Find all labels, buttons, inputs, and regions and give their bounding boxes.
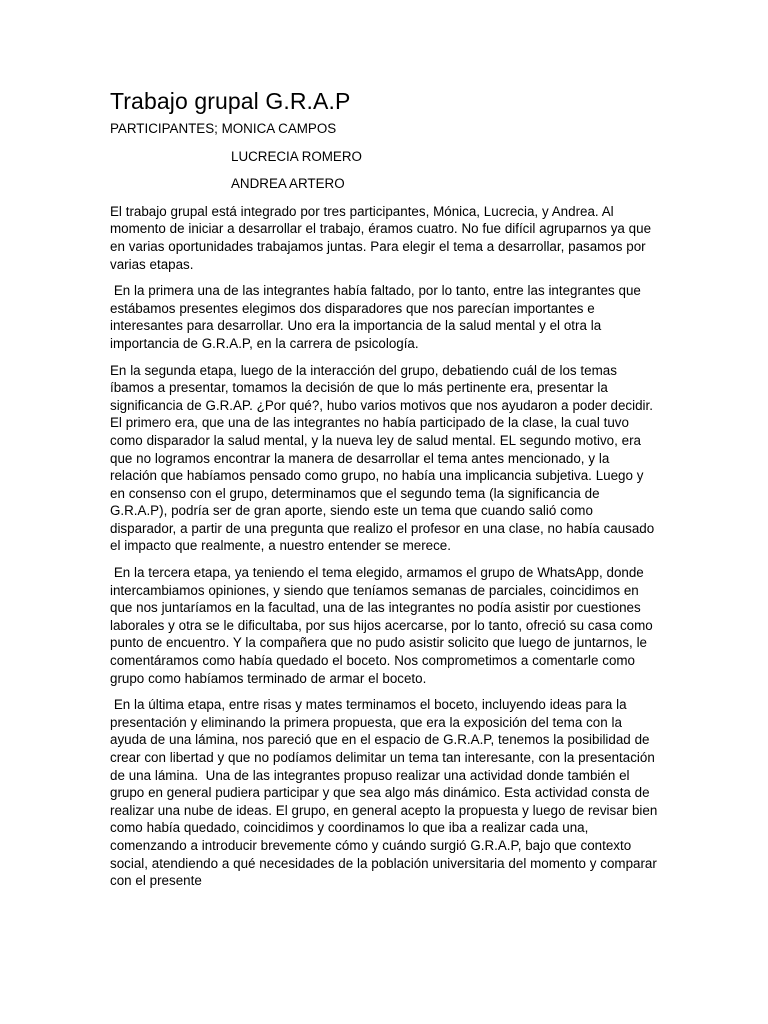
- participant-name: LUCRECIA ROMERO: [231, 148, 362, 164]
- paragraph-first-stage: En la primera una de las integrantes había faltado, por lo tanto, entre las integrantes que estábamos presentes elegimos dos disparadores que nos parecían importantes e interesantes para desarrollar. Uno era la importancia de la salud mental y el otra la importancia de G.R.A.P, en la carrera de psicología.: [110, 283, 645, 351]
- participants-block: [110, 120, 658, 193]
- participant-name: ANDREA ARTERO: [231, 176, 345, 192]
- document-title: Trabajo grupal G.R.A.P: [110, 88, 351, 114]
- paragraph-third-stage: En la tercera etapa, ya teniendo el tema elegido, armamos el grupo de WhatsApp, donde intercambiamos opiniones, y siendo que teníamos semanas de parciales, coincidimos en que nos juntaríamos en la facultad, una de las integrantes no podía asistir por cuestiones laborales y otra se le dificultaba, por sus hijos acercarse, por lo tanto, ofreció su casa como punto de encuentro. Y la compañera que no pudo asistir solicito que luego de juntarnos, le comentáramos como había quedado el boceto. Nos comprometimos a comentarle como grupo como habíamos terminado de armar el boceto.: [110, 565, 657, 686]
- participants-heading: PARTICIPANTES; MONICA CAMPOS: [110, 121, 337, 136]
- paragraph-last-stage: En la última etapa, entre risas y mates terminamos el boceto, incluyendo ideas para la presentación y eliminando la primera propuesta, que era la exposición del tema con la ayuda de una lámina, nos pareció que en el espacio de G.R.A.P, tenemos la posibilidad de crear con libertad y que no podíamos delimitar un tema tan interesante, con la presentación de una lámina. Una de las integrantes propuso realizar una actividad donde también el grupo en general pudiera participar y que sea algo más dinámico. Esta actividad consta de realizar una nube de ideas. El grupo, en general acepto la propuesta y luego de revisar bien como había quedado, coincidimos y coordinamos lo que iba a realizar cada una, comenzando a introducir brevemente cómo y cuándo surgió G.R.A.P, bajo que contexto social, atendiendo a qué necesidades de la población universitaria del momento y comparar con el presente: [110, 697, 662, 889]
- paragraph-second-stage: En la segunda etapa, luego de la interacción del grupo, debatiendo cuál de los temas íbamos a presentar, tomamos la decisión de que lo más pertinente era, presentar la significancia de G.R.AP. ¿Por qué?, hubo varios motivos que nos ayudaron a poder decidir. El primero era, que una de las integrantes no había participado de la clase, la cual tuvo como disparador la salud mental, y la nueva ley de salud mental. EL segundo motivo, era que no logramos encontrar la manera de desarrollar el tema antes mencionado, y la relación que habíamos pensado como grupo, no había una implicancia subjetiva. Luego y en consenso con el grupo, determinamos que el segundo tema (la significancia de G.R.A.P), podría ser de gran aporte, siendo este un tema que cuando salió como disparador, a partir de una pregunta que realizo el profesor en una clase, no había causado el impacto que realmente, a nuestro entender se merece.: [110, 362, 659, 554]
- paragraph-intro: El trabajo grupal está integrado por tres participantes, Mónica, Lucrecia, y Andrea. Al momento de iniciar a desarrollar el trabajo, éramos cuatro. No fue difícil agruparnos ya que en varias oportunidades trabajamos juntas. Para elegir el tema a desarrollar, pasamos por varias etapas.: [110, 203, 655, 272]
- document-page: [110, 86, 662, 899]
